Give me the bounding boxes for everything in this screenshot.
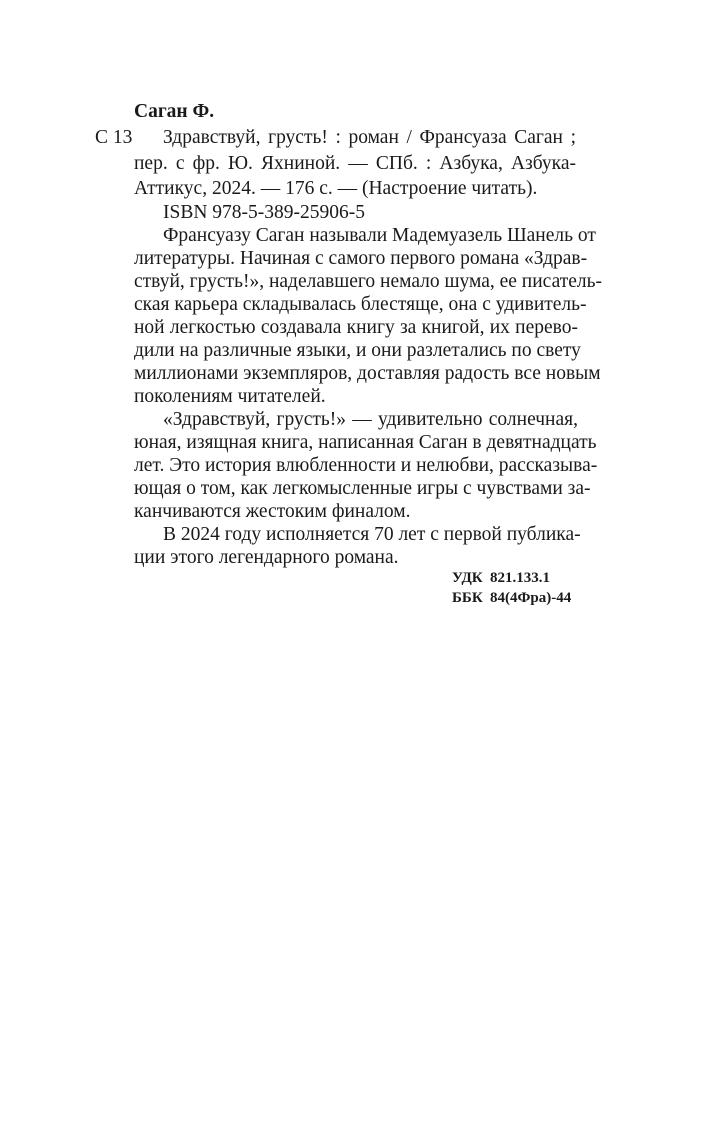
author-heading: Саган Ф. [134, 101, 215, 122]
annotation-line: ющая о том, как легкомысленные игры с чувствами за- [134, 478, 591, 499]
isbn: ISBN 978-5-389-25906-5 [163, 202, 366, 223]
annotation-line: ствуй, грусть!», наделавшего немало шума, ее писатель- [134, 271, 603, 292]
annotation-line: юная, изящная книга, написанная Саган в девятнадцать [134, 432, 597, 453]
udk-value: 821.133.1 [490, 570, 550, 586]
annotation-line: Франсуазу Саган называли Мадемуазель Шанель от [163, 225, 596, 246]
bibliographic-line: Здравствуй, грусть! : роман / Франсуаза Саган ; [163, 127, 576, 148]
udk-code [452, 568, 550, 588]
annotation-line: поколениям читателей. [134, 386, 326, 407]
bbk-value: 84(4Фра)-44 [490, 590, 572, 606]
udk-label: УДК [452, 570, 483, 586]
bibliographic-line: Аттикус, 2024. — 176 с. — (Настроение читать). [134, 178, 538, 199]
annotation-line: ции этого легендарного романа. [134, 547, 399, 568]
bbk-code [452, 588, 571, 608]
annotation-line: «Здравствуй, грусть!» — удивительно солнечная, [163, 409, 578, 430]
annotation-line: ская карьера складывалась блестяще, она с удивитель- [134, 294, 587, 315]
annotation-line: дили на различные языки, и они разлетались по свету [134, 340, 581, 361]
annotation-line: ной легкостью создавала книгу за книгой, их перево- [134, 317, 578, 338]
annotation-line: лет. Это история влюбленности и нелюбви, рассказыва- [134, 455, 598, 476]
bibliographic-line: пер. с фр. Ю. Яхниной. — СПб. : Азбука, Азбука- [134, 153, 576, 174]
annotation-line: миллионами экземпляров, доставляя радость все новым [134, 363, 601, 384]
call-number: С 13 [95, 127, 133, 148]
annotation-line: литературы. Начиная с самого первого романа «Здрав- [134, 248, 588, 269]
annotation-line: В 2024 году исполняется 70 лет с первой публика- [163, 524, 581, 545]
annotation-line: канчиваются жестоким финалом. [134, 501, 411, 522]
bbk-label: ББК [452, 590, 483, 606]
